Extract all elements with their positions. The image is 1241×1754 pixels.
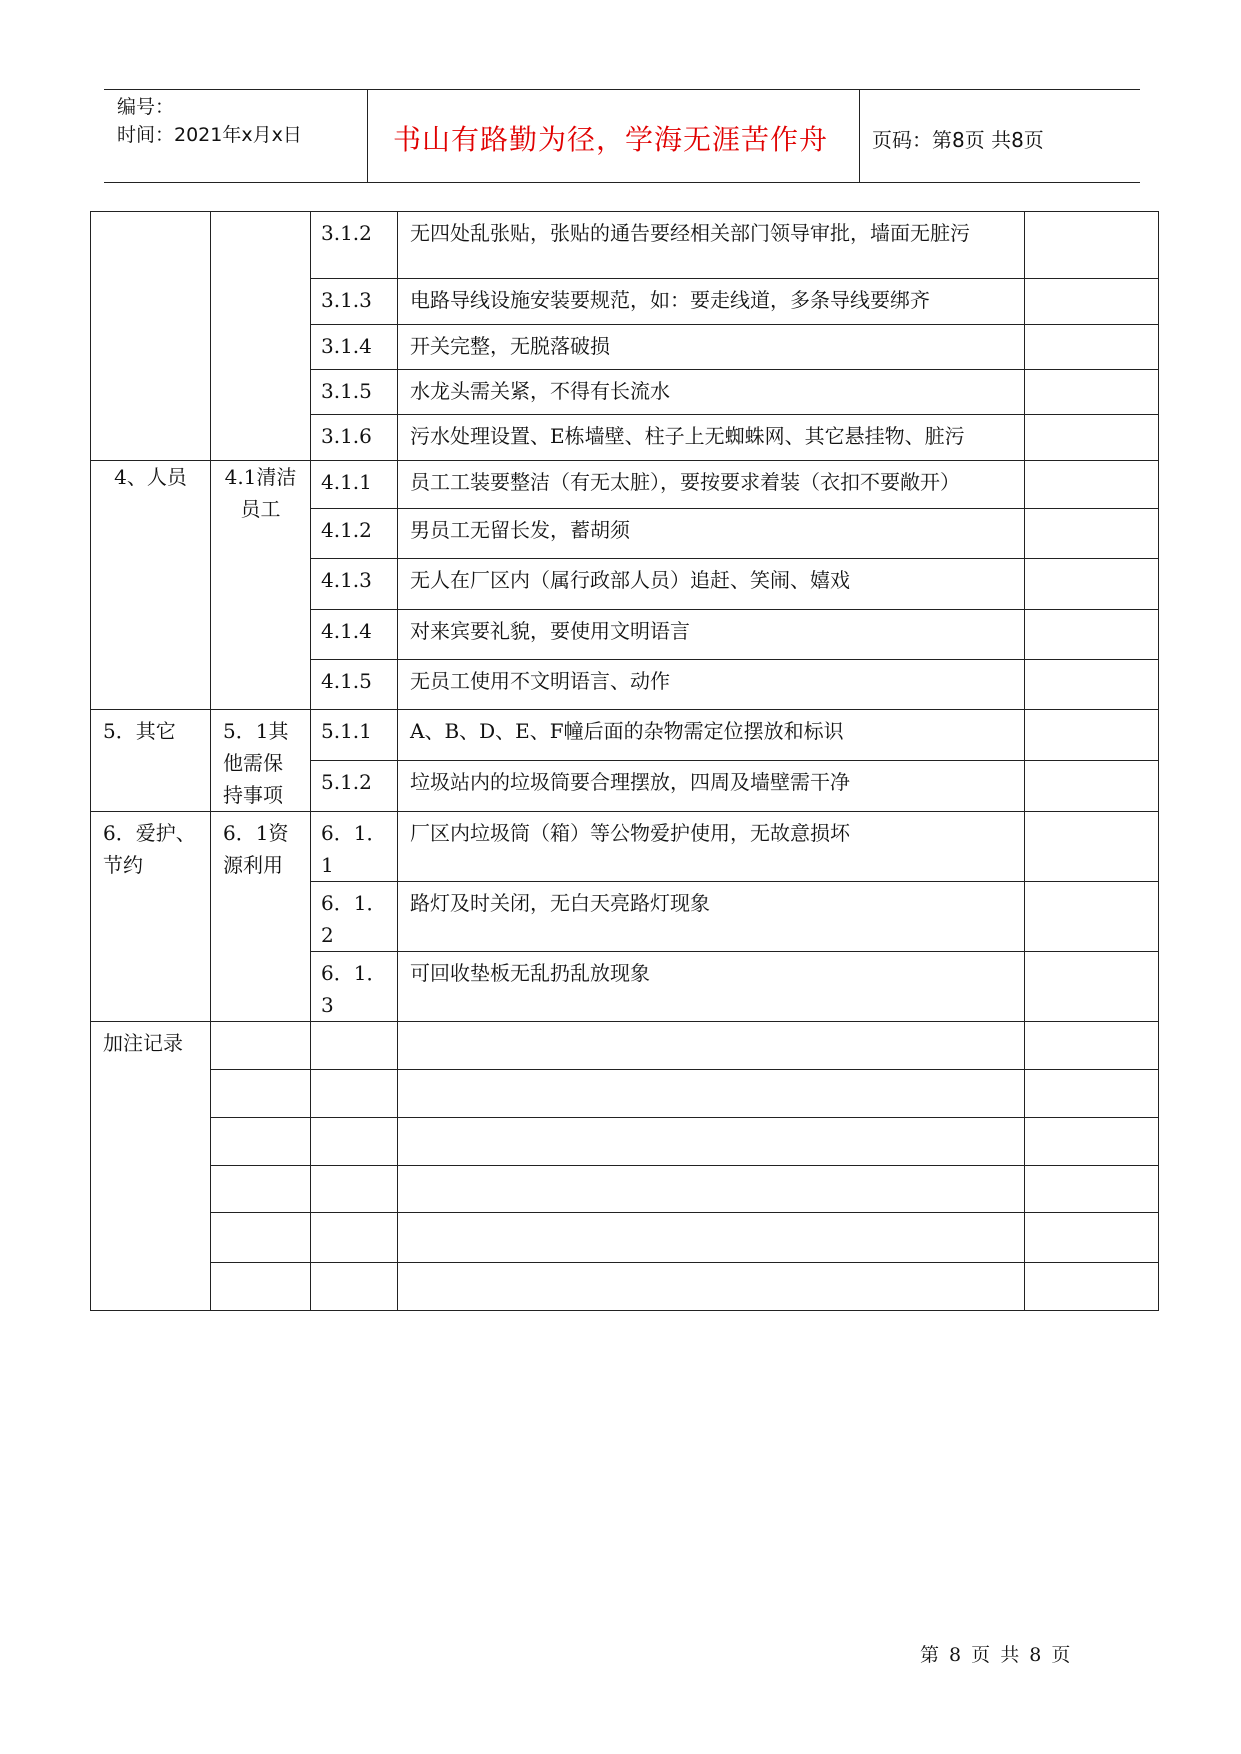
header-divider-right bbox=[859, 89, 860, 183]
subcategory-cell: 6．1资源利用 bbox=[211, 812, 311, 1022]
item-content: 电路导线设施安装要规范，如：要走线道，多条导线要绑齐 bbox=[398, 279, 1025, 325]
item-content: 水龙头需关紧，不得有长流水 bbox=[398, 370, 1025, 415]
table-row bbox=[91, 710, 1159, 761]
category-cell: 4、人员 bbox=[91, 461, 211, 710]
item-content: 可回收垫板无乱扔乱放现象 bbox=[398, 952, 1025, 1022]
inspection-table bbox=[90, 211, 1159, 1311]
item-code: 3.1.2 bbox=[311, 212, 398, 279]
item-score-cell bbox=[1025, 415, 1159, 461]
item-score-cell bbox=[1025, 325, 1159, 370]
header-page-label: 页码：第8页 共8页 bbox=[872, 128, 1044, 152]
item-code: 4.1.2 bbox=[311, 509, 398, 559]
item-content: 无人在厂区内（属行政部人员）追赶、笑闹、嬉戏 bbox=[398, 559, 1025, 610]
item-content: 垃圾站内的垃圾筒要合理摆放，四周及墙壁需干净 bbox=[398, 761, 1025, 812]
notes-cell bbox=[311, 1213, 398, 1263]
item-code: 3.1.4 bbox=[311, 325, 398, 370]
item-code: 3.1.6 bbox=[311, 415, 398, 461]
header-motto: 书山有路勤为径，学海无涯苦作舟 bbox=[393, 123, 829, 156]
item-score-cell bbox=[1025, 370, 1159, 415]
item-score-cell bbox=[1025, 710, 1159, 761]
notes-cell bbox=[398, 1118, 1025, 1166]
notes-cell bbox=[1025, 1118, 1159, 1166]
notes-cell bbox=[398, 1070, 1025, 1118]
category-cell: 5．其它 bbox=[91, 710, 211, 812]
item-score-cell bbox=[1025, 279, 1159, 325]
item-content: 员工工装要整洁（有无太脏），要按要求着装（衣扣不要敞开） bbox=[398, 461, 1025, 509]
notes-cell bbox=[211, 1118, 311, 1166]
item-content: 厂区内垃圾筒（箱）等公物爱护使用，无故意损坏 bbox=[398, 812, 1025, 882]
item-content: 男员工无留长发，蓄胡须 bbox=[398, 509, 1025, 559]
item-score-cell bbox=[1025, 761, 1159, 812]
notes-row bbox=[91, 1070, 1159, 1118]
notes-cell bbox=[1025, 1263, 1159, 1311]
table-row bbox=[91, 461, 1159, 509]
item-code: 5.1.1 bbox=[311, 710, 398, 761]
item-code: 5.1.2 bbox=[311, 761, 398, 812]
item-code: 6．1．1 bbox=[311, 812, 398, 882]
item-code: 3.1.5 bbox=[311, 370, 398, 415]
notes-cell bbox=[1025, 1213, 1159, 1263]
item-code: 6．1．2 bbox=[311, 882, 398, 952]
item-score-cell bbox=[1025, 509, 1159, 559]
notes-cell bbox=[211, 1022, 311, 1070]
notes-cell bbox=[311, 1022, 398, 1070]
notes-row bbox=[91, 1213, 1159, 1263]
notes-cell bbox=[1025, 1022, 1159, 1070]
notes-row bbox=[91, 1166, 1159, 1213]
item-content: 无员工使用不文明语言、动作 bbox=[398, 660, 1025, 710]
item-score-cell bbox=[1025, 952, 1159, 1022]
notes-cell bbox=[398, 1166, 1025, 1213]
notes-cell bbox=[311, 1118, 398, 1166]
notes-cell bbox=[398, 1022, 1025, 1070]
notes-row bbox=[91, 1022, 1159, 1070]
item-content: A、B、D、E、F幢后面的杂物需定位摆放和标识 bbox=[398, 710, 1025, 761]
item-code: 4.1.5 bbox=[311, 660, 398, 710]
subcategory-cell-continued bbox=[211, 212, 311, 461]
notes-cell bbox=[211, 1070, 311, 1118]
notes-row bbox=[91, 1263, 1159, 1311]
table-row bbox=[91, 812, 1159, 882]
item-code: 4.1.1 bbox=[311, 461, 398, 509]
item-code: 6．1．3 bbox=[311, 952, 398, 1022]
category-cell-continued bbox=[91, 212, 211, 461]
item-score-cell bbox=[1025, 461, 1159, 509]
item-score-cell bbox=[1025, 212, 1159, 279]
item-code: 3.1.3 bbox=[311, 279, 398, 325]
notes-cell bbox=[398, 1263, 1025, 1311]
item-code: 4.1.3 bbox=[311, 559, 398, 610]
footer-page-number: 第 8 页 共 8 页 bbox=[920, 1644, 1073, 1666]
notes-cell bbox=[311, 1263, 398, 1311]
notes-cell bbox=[398, 1213, 1025, 1263]
item-content: 对来宾要礼貌，要使用文明语言 bbox=[398, 610, 1025, 660]
item-score-cell bbox=[1025, 559, 1159, 610]
notes-row bbox=[91, 1118, 1159, 1166]
item-code: 4.1.4 bbox=[311, 610, 398, 660]
notes-cell bbox=[311, 1070, 398, 1118]
notes-cell bbox=[211, 1213, 311, 1263]
item-score-cell bbox=[1025, 610, 1159, 660]
item-score-cell bbox=[1025, 660, 1159, 710]
notes-cell bbox=[311, 1166, 398, 1213]
subcategory-cell: 4.1清洁员工 bbox=[211, 461, 311, 710]
header-top-rule bbox=[104, 89, 1140, 90]
item-score-cell bbox=[1025, 812, 1159, 882]
header-time-label: 时间：2021年x月x日 bbox=[117, 124, 302, 146]
item-content: 无四处乱张贴，张贴的通告要经相关部门领导审批，墙面无脏污 bbox=[398, 212, 1025, 279]
item-content: 开关完整，无脱落破损 bbox=[398, 325, 1025, 370]
header-bottom-rule bbox=[104, 182, 1140, 183]
item-content: 路灯及时关闭，无白天亮路灯现象 bbox=[398, 882, 1025, 952]
subcategory-cell: 5．1其他需保持事项 bbox=[211, 710, 311, 812]
header-number-label: 编号： bbox=[117, 96, 175, 118]
item-content: 污水处理设置、E栋墙壁、柱子上无蜘蛛网、其它悬挂物、脏污 bbox=[398, 415, 1025, 461]
notes-label-cell: 加注记录 bbox=[91, 1022, 211, 1311]
notes-cell bbox=[211, 1166, 311, 1213]
table-row bbox=[91, 212, 1159, 279]
notes-cell bbox=[1025, 1166, 1159, 1213]
item-score-cell bbox=[1025, 882, 1159, 952]
notes-cell bbox=[211, 1263, 311, 1311]
notes-cell bbox=[1025, 1070, 1159, 1118]
header-divider-left bbox=[367, 89, 368, 183]
category-cell: 6．爱护、节约 bbox=[91, 812, 211, 1022]
